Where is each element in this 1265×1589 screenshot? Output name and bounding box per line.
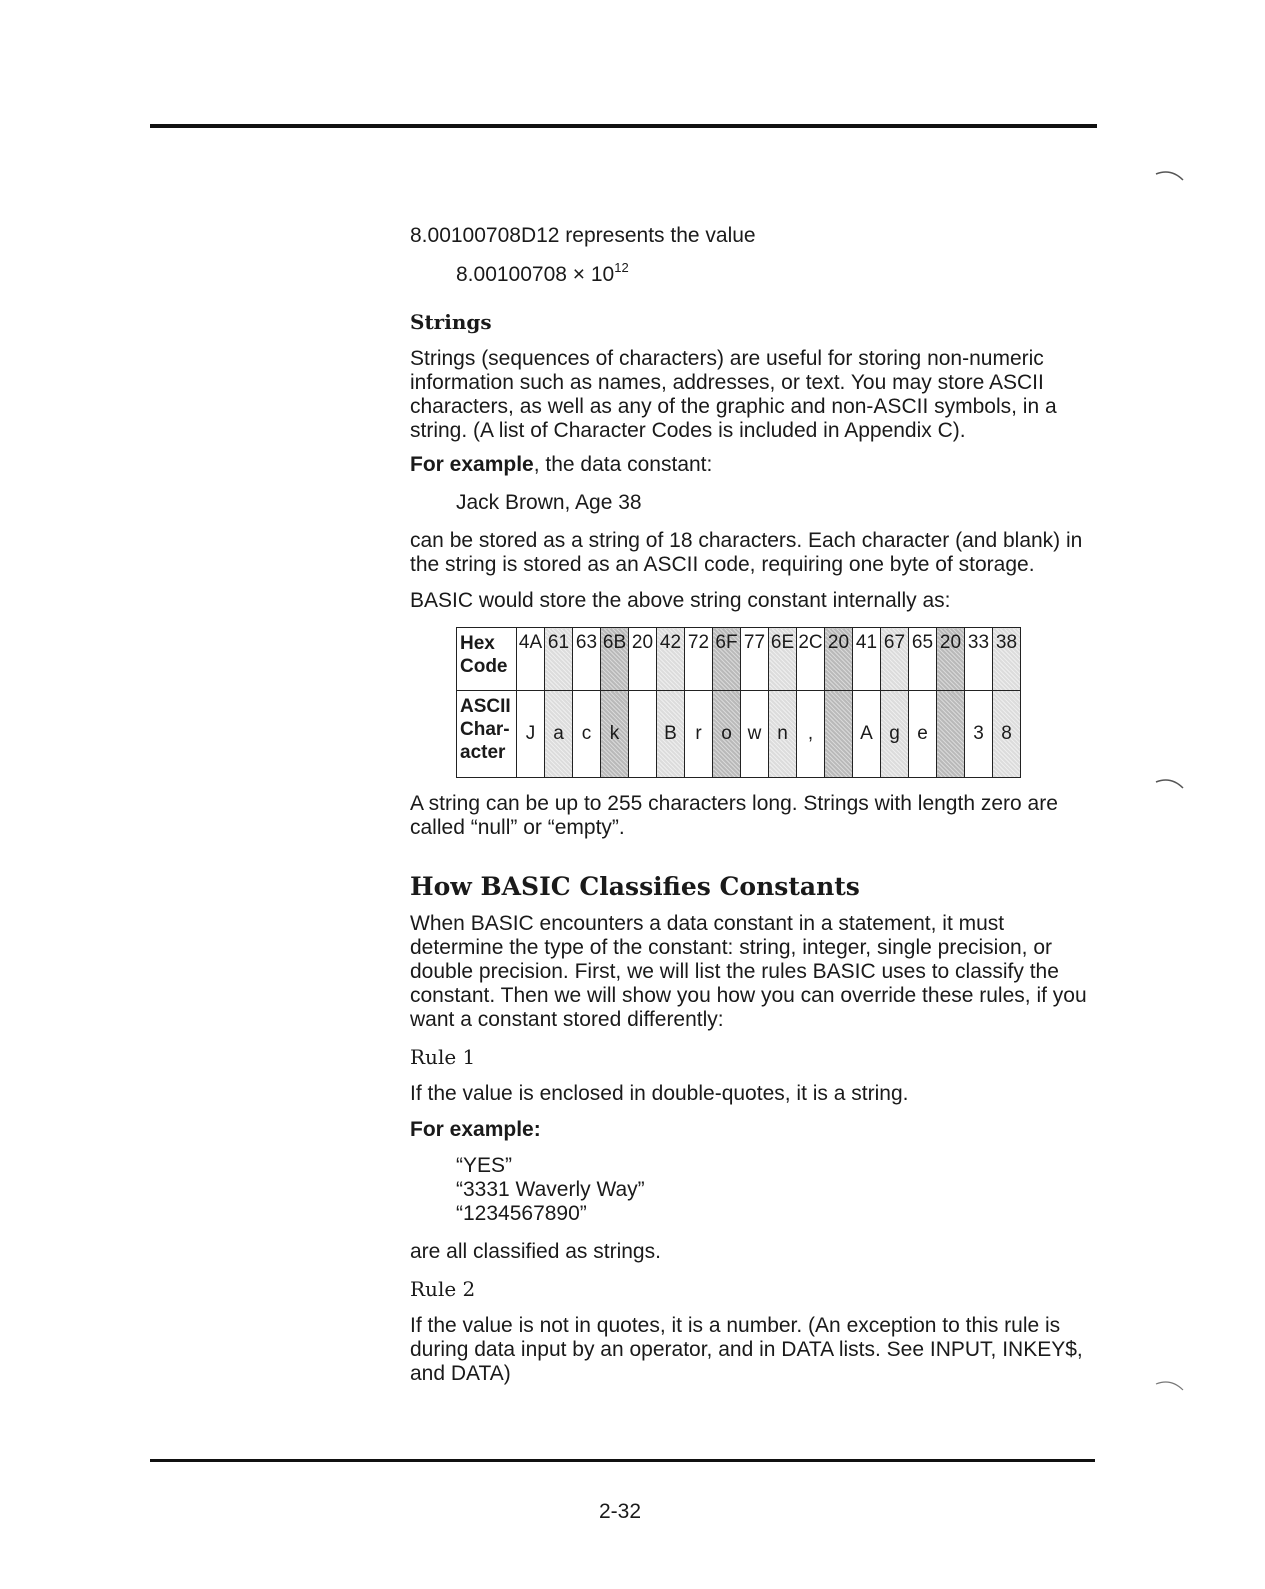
example-item: “YES” [456, 1154, 513, 1177]
char-cell: J [517, 691, 545, 778]
example-constant: Jack Brown, Age 38 [456, 491, 642, 514]
hex-cell: 20 [629, 628, 657, 691]
char-cell: c [573, 691, 601, 778]
example-rest-text: , the data constant: [533, 453, 713, 476]
hex-cell: 2C [797, 628, 825, 691]
strings-paragraph-2: can be stored as a string of 18 characters. Each character (and blank) in the string is stored as an ASCII code, requiring one byte of storage. [410, 529, 1083, 576]
example-bold-label: For example [410, 453, 534, 476]
char-cell [937, 691, 965, 778]
strings-paragraph-3: BASIC would store the above string constant internally as: [410, 589, 951, 612]
hex-cell: 67 [881, 628, 909, 691]
hex-cell: 41 [853, 628, 881, 691]
section-heading: How BASIC Classifies Constants [410, 872, 860, 901]
char-cell [825, 691, 853, 778]
example-item: “1234567890” [456, 1202, 587, 1225]
char-cell: o [713, 691, 741, 778]
hex-cell: 4A [517, 628, 545, 691]
char-cell: w [741, 691, 769, 778]
char-cell: B [657, 691, 685, 778]
binder-hole-mark-icon [1155, 168, 1185, 182]
hex-cell: 72 [685, 628, 713, 691]
char-cell: a [545, 691, 573, 778]
hex-cell: 33 [965, 628, 993, 691]
page-content [410, 224, 1100, 1386]
rule-2-label: Rule 2 [410, 1277, 476, 1301]
char-cell: 8 [993, 691, 1021, 778]
rule-1-example-label [410, 1118, 1100, 1142]
binder-hole-mark-icon [1155, 776, 1185, 790]
hex-cell: 42 [657, 628, 685, 691]
rule-1-after: are all classified as strings. [410, 1240, 661, 1263]
example-item: “3331 Waverly Way” [456, 1178, 645, 1201]
hex-cell: 65 [909, 628, 937, 691]
rule-1-examples [456, 1154, 1100, 1226]
char-cell: 3 [965, 691, 993, 778]
intro-line: 8.00100708D12 represents the value [410, 224, 756, 247]
top-rule [150, 124, 1097, 128]
page-number: 2-32 [598, 1500, 642, 1523]
ascii-character-row [457, 691, 1021, 778]
rule-1-label: Rule 1 [410, 1045, 476, 1069]
hex-code-header: Hex Code [457, 628, 517, 691]
sci-exponent: 12 [614, 260, 629, 275]
scientific-notation [456, 254, 1100, 289]
strings-example-intro [410, 453, 1100, 477]
rule-1-text: If the value is enclosed in double-quotes, it is a string. [410, 1082, 909, 1105]
hex-cell: 6F [713, 628, 741, 691]
char-cell: A [853, 691, 881, 778]
rule-1-example-bold: For example: [410, 1118, 541, 1141]
char-cell: g [881, 691, 909, 778]
hex-cell: 61 [545, 628, 573, 691]
hex-cell: 6B [601, 628, 629, 691]
hex-cell: 6E [769, 628, 797, 691]
strings-heading: Strings [410, 310, 492, 334]
sci-mantissa: 8.00100708 × 10 [456, 263, 615, 286]
hex-cell: 20 [825, 628, 853, 691]
char-cell: n [769, 691, 797, 778]
strings-paragraph-4: A string can be up to 255 characters long. Strings with length zero are called “null” or “empty”. [410, 792, 1058, 839]
classify-paragraph: When BASIC encounters a data constant in a statement, it must determine the type of the constant: string, integer, single precision, or double precision. First, we will list the rules BASIC uses to classify the constant. Then we will show you how you can override these rules, if you want a constant stored differently: [410, 912, 1087, 1031]
binder-hole-mark-icon [1155, 1378, 1185, 1392]
char-cell: e [909, 691, 937, 778]
hex-cell: 77 [741, 628, 769, 691]
char-cell: , [797, 691, 825, 778]
strings-paragraph-1: Strings (sequences of characters) are useful for storing non-numeric information such as names, addresses, or text. You may store ASCII characters, as well as any of the graphic and non-ASCII symbols, in a string. (A list of Character Codes is included in Appendix C). [410, 347, 1057, 442]
char-cell [629, 691, 657, 778]
hex-code-row [457, 628, 1021, 691]
hex-cell: 38 [993, 628, 1021, 691]
hex-cell: 63 [573, 628, 601, 691]
bottom-rule [150, 1459, 1095, 1462]
rule-2-text: If the value is not in quotes, it is a number. (An exception to this rule is during data input by an operator, and in DATA lists. See INPUT, INKEY$, and DATA) [410, 1314, 1083, 1385]
char-cell: k [601, 691, 629, 778]
hex-cell: 20 [937, 628, 965, 691]
ascii-storage-table [456, 627, 1021, 778]
ascii-character-header: ASCII Char- acter [457, 691, 517, 778]
char-cell: r [685, 691, 713, 778]
